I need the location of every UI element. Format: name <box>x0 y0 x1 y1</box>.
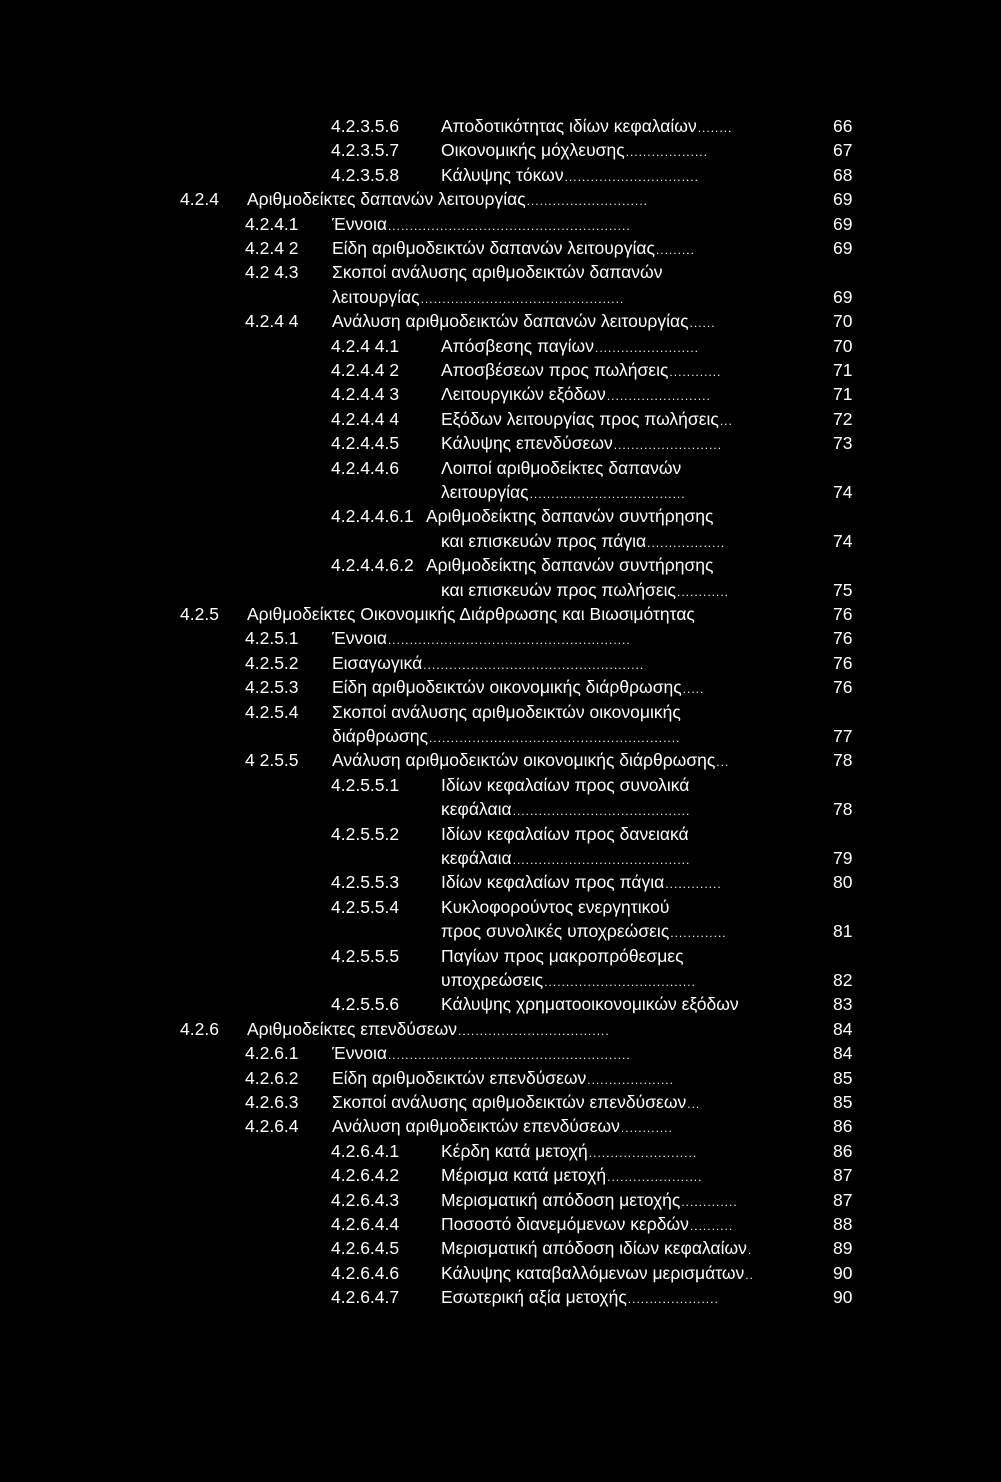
toc-section-number: 4.2.6.1 <box>245 1043 299 1064</box>
toc-entry[interactable] <box>0 358 1001 382</box>
toc-section-number: 4.2.3.5.8 <box>331 164 400 185</box>
toc-section-number: 4.2.4.4.6.1 <box>331 506 414 527</box>
toc-dot-leader: ..... <box>682 682 705 697</box>
toc-entry[interactable] <box>0 260 1001 284</box>
toc-title-text: Αριθμοδείκτες δαπανών λειτουργίας <box>247 189 526 210</box>
toc-dot-leader: . <box>747 1243 753 1258</box>
toc-section-number: 4.2.6.4.6 <box>331 1262 400 1283</box>
toc-section-title <box>441 944 684 968</box>
toc-title-text: Έννοια <box>332 628 387 649</box>
toc-dot-leader: ............ <box>677 584 730 599</box>
toc-section-title <box>441 163 699 189</box>
toc-entry[interactable] <box>0 1236 1001 1260</box>
toc-entry[interactable] <box>0 407 1001 431</box>
toc-entry[interactable] <box>0 1212 1001 1236</box>
toc-title-text: Παγίων προς μακροπρόθεσμες <box>441 945 684 966</box>
toc-section-number: 4.2.5.5.2 <box>331 823 400 844</box>
toc-entry[interactable] <box>0 1066 1001 1090</box>
toc-section-number: 4.2.6.2 <box>245 1067 299 1088</box>
toc-section-number: 4.2 4.3 <box>245 262 299 283</box>
toc-section-title <box>247 602 695 626</box>
toc-entry-continuation[interactable] <box>0 285 1001 309</box>
toc-section-title <box>441 822 689 846</box>
toc-dot-leader: ........................ <box>594 340 699 355</box>
toc-page-number: 87 <box>833 1189 853 1210</box>
toc-section-number: 4.2.5.5.1 <box>331 774 400 795</box>
toc-section-number: 4.2.3.5.7 <box>331 140 400 161</box>
toc-section-number: 4.2.4.4 2 <box>331 360 400 380</box>
toc-title-text: Αριθμοδείκτης δαπανών συντήρησης <box>426 555 714 576</box>
toc-entry[interactable] <box>0 138 1001 162</box>
toc-section-title <box>441 846 690 872</box>
toc-title-text: Κάλυψης χρηματοοικονομικών εξόδων <box>441 994 739 1015</box>
toc-page-number: 85 <box>833 1092 853 1112</box>
toc-section-number: 4.2.6.4.1 <box>331 1140 400 1161</box>
toc-entry-continuation[interactable] <box>0 480 1001 504</box>
toc-dot-leader: ......................... <box>613 438 723 453</box>
toc-title-text: Ποσοστό διανεμόμενων κερδών <box>441 1214 689 1234</box>
toc-dot-leader: ...... <box>689 316 716 331</box>
toc-dot-leader: ........................ <box>606 389 711 404</box>
toc-title-text: και επισκευών προς πωλήσεις <box>441 579 676 600</box>
toc-section-title <box>332 651 644 677</box>
toc-section-title <box>332 675 704 701</box>
toc-page-number: 84 <box>833 1043 853 1064</box>
toc-section-title <box>441 334 699 360</box>
toc-title-text: Αποδοτικότητας ιδίων κεφαλαίων <box>441 116 697 136</box>
toc-title-text: Ανάλυση αριθμοδεικτών δαπανών λειτουργίας <box>332 311 689 332</box>
toc-entry[interactable] <box>0 187 1001 211</box>
toc-section-title <box>332 285 624 311</box>
toc-section-title <box>247 187 648 213</box>
toc-section-number: 4.2.5.5.6 <box>331 994 400 1015</box>
toc-dot-leader: ............. <box>681 1194 738 1209</box>
toc-entry-continuation[interactable] <box>0 578 1001 602</box>
toc-entry[interactable] <box>0 504 1001 528</box>
toc-section-title <box>441 1163 702 1189</box>
toc-section-title <box>441 382 711 408</box>
toc-title-text: Είδη αριθμοδεικτών οικονομικής διάρθρωσης <box>332 677 682 698</box>
toc-entry[interactable] <box>0 1090 1001 1114</box>
toc-page-number: 85 <box>833 1067 853 1088</box>
toc-section-title <box>441 1188 738 1214</box>
toc-section-title <box>332 1041 631 1067</box>
toc-page-number: 70 <box>833 311 853 332</box>
toc-page-number: 83 <box>833 994 853 1015</box>
toc-section-number: 4.2.6.4.4 <box>331 1214 400 1234</box>
toc-entry[interactable] <box>0 675 1001 699</box>
toc-section-title <box>332 1114 673 1140</box>
toc-entry[interactable] <box>0 309 1001 333</box>
toc-entry[interactable] <box>0 1017 1001 1041</box>
toc-dot-leader: ............................... <box>564 169 699 184</box>
toc-entry[interactable] <box>0 553 1001 577</box>
toc-dot-leader: ......................................... <box>512 853 691 867</box>
toc-section-number: 4.2.4.1 <box>245 213 299 234</box>
toc-dot-leader: ........ <box>697 121 733 135</box>
toc-page-number: 78 <box>833 799 853 820</box>
toc-entry[interactable] <box>0 822 1001 846</box>
toc-entry[interactable] <box>0 1163 1001 1187</box>
toc-title-text: Ιδίων κεφαλαίων προς συνολικά <box>441 774 690 795</box>
toc-section-number: 4.2.6.4.2 <box>331 1165 400 1186</box>
toc-section-number: 4.2.4 2 <box>245 238 299 258</box>
toc-dot-leader: .......................................................... <box>429 731 681 745</box>
toc-section-title <box>441 138 708 164</box>
toc-entry-continuation[interactable] <box>0 919 1001 943</box>
toc-title-text: λειτουργίας <box>441 482 529 502</box>
toc-page-number: 77 <box>833 726 853 746</box>
toc-dot-leader: ................................... <box>458 1023 610 1038</box>
toc-section-title <box>441 529 725 555</box>
toc-section-number: 4.2.6.3 <box>245 1092 299 1112</box>
toc-section-title <box>332 309 716 335</box>
toc-title-text: Μέρισμα κατά μετοχή <box>441 1165 607 1186</box>
toc-page-number: 76 <box>833 628 853 649</box>
toc-entry[interactable] <box>0 895 1001 919</box>
toc-page-number: 69 <box>833 189 853 210</box>
toc-page-number: 89 <box>833 1238 853 1259</box>
toc-title-text: υποχρεώσεις <box>441 970 544 990</box>
toc-dot-leader: ......................................... <box>512 804 691 819</box>
toc-dot-leader: .. <box>745 1267 754 1282</box>
toc-section-number: 4.2.5.2 <box>245 652 299 673</box>
toc-entry[interactable] <box>0 700 1001 724</box>
toc-section-number: 4.2.5.5.5 <box>331 945 400 966</box>
toc-page-number: 75 <box>833 579 853 600</box>
toc-dot-leader: ............ <box>620 1121 673 1136</box>
toc-section-number: 4 2.5.5 <box>245 750 299 771</box>
toc-section-title <box>332 236 695 262</box>
toc-section-number: 4.2.4.4.6.2 <box>331 555 414 576</box>
toc-section-title <box>441 578 729 604</box>
toc-dot-leader: .................. <box>647 535 726 550</box>
toc-section-number: 4.2.5.4 <box>245 701 299 722</box>
toc-section-title <box>426 553 713 577</box>
toc-section-title <box>441 919 727 945</box>
toc-title-text: Κάλυψης καταβαλλόμενων μερισμάτων <box>441 1262 745 1283</box>
toc-title-text: Σκοποί ανάλυσης αριθμοδεικτών οικονομικής <box>332 701 681 722</box>
toc-section-number: 4.2.6.4 <box>245 1116 299 1137</box>
toc-entry[interactable] <box>0 334 1001 358</box>
toc-entry-continuation[interactable] <box>0 968 1001 992</box>
toc-title-text: Απόσβεσης παγίων <box>441 335 594 356</box>
toc-section-title <box>441 870 722 896</box>
toc-title-text: Ανάλυση αριθμοδεικτών οικονομικής διάρθρωσης <box>332 750 716 771</box>
toc-page-number: 66 <box>833 116 853 136</box>
toc-title-text: λειτουργίας <box>332 286 420 307</box>
toc-entry[interactable] <box>0 163 1001 187</box>
toc-title-text: Κυκλοφορούντος ενεργητικού <box>441 896 670 917</box>
toc-section-title <box>332 1066 674 1092</box>
toc-dot-leader: ......... <box>655 243 695 257</box>
toc-dot-leader: ........................................................ <box>387 1048 631 1063</box>
toc-dot-leader: ................... <box>625 145 708 160</box>
toc-section-title <box>332 1090 700 1116</box>
toc-title-text: Εισαγωγικά <box>332 652 423 673</box>
toc-section-number: 4.2.3.5.6 <box>331 116 400 136</box>
toc-dot-leader: ............................ <box>526 194 648 209</box>
toc-title-text: προς συνολικές υποχρεώσεις <box>441 921 670 942</box>
toc-title-text: Οικονομικής μόχλευσης <box>441 140 625 161</box>
toc-section-title <box>332 212 631 238</box>
toc-section-title <box>441 456 681 480</box>
toc-dot-leader: .......... <box>689 1219 734 1233</box>
toc-title-text: και επισκευών προς πάγια <box>441 530 647 551</box>
toc-title-text: Μερισματική απόδοση μετοχής <box>441 1189 681 1210</box>
toc-entry[interactable] <box>0 773 1001 797</box>
toc-section-title <box>441 480 686 506</box>
toc-page-number: 87 <box>833 1165 853 1186</box>
toc-dot-leader: .................... <box>587 1072 674 1087</box>
toc-page-number: 78 <box>833 750 853 771</box>
toc-section-number: 4.2.6 <box>180 1018 219 1039</box>
toc-entry[interactable] <box>0 651 1001 675</box>
toc-section-title <box>441 992 739 1016</box>
toc-entry[interactable] <box>0 602 1001 626</box>
toc-title-text: Σκοποί ανάλυσης αριθμοδεικτών επενδύσεων <box>332 1092 687 1112</box>
toc-title-text: κεφάλαια <box>441 848 512 868</box>
toc-title-text: διάρθρωσης <box>332 726 429 746</box>
toc-section-title <box>332 748 729 774</box>
toc-page-number: 69 <box>833 286 853 307</box>
toc-dot-leader: ... <box>716 755 730 770</box>
toc-section-number: 4.2.4.4.6 <box>331 457 400 478</box>
toc-section-title <box>441 1139 697 1165</box>
toc-title-text: κεφάλαια <box>441 799 512 820</box>
toc-dot-leader: ........................................................ <box>387 633 631 648</box>
toc-page-number: 72 <box>833 408 853 429</box>
toc-entry[interactable] <box>0 1139 1001 1163</box>
toc-section-title <box>441 1236 752 1262</box>
toc-entry-continuation[interactable] <box>0 846 1001 870</box>
toc-page-number: 82 <box>833 970 853 990</box>
toc-dot-leader: ................................................... <box>423 657 645 672</box>
toc-dot-leader: ...................... <box>607 1170 703 1185</box>
toc-section-number: 4.2.4.4 3 <box>331 384 400 405</box>
toc-title-text: Είδη αριθμοδεικτών επενδύσεων <box>332 1067 587 1088</box>
toc-dot-leader: ... <box>687 1097 701 1111</box>
toc-section-number: 4.2.5.5.3 <box>331 872 400 893</box>
toc-section-title <box>247 1017 610 1043</box>
toc-entry[interactable] <box>0 212 1001 236</box>
toc-title-text: Έννοια <box>332 213 387 234</box>
toc-title-text: Μερισματική απόδοση ιδίων κεφαλαίων <box>441 1238 747 1259</box>
toc-entry[interactable] <box>0 870 1001 894</box>
toc-dot-leader: ......................... <box>588 1145 698 1160</box>
toc-page-number: 76 <box>833 677 853 698</box>
toc-title-text: Λοιποί αριθμοδείκτες δαπανών <box>441 457 682 478</box>
toc-page-number: 73 <box>833 433 853 454</box>
toc-entry[interactable] <box>0 1285 1001 1309</box>
toc-section-title <box>441 895 669 919</box>
toc-section-number: 4.2.5.1 <box>245 628 299 649</box>
toc-entry[interactable] <box>0 382 1001 406</box>
toc-page-number: 90 <box>833 1287 853 1308</box>
toc-dot-leader: ............ <box>669 365 722 379</box>
toc-section-title <box>441 773 689 797</box>
toc-entry[interactable] <box>0 456 1001 480</box>
toc-section-number: 4.2.5.5.4 <box>331 896 400 917</box>
toc-title-text: Κέρδη κατά μετοχή <box>441 1140 588 1161</box>
toc-page-number: 84 <box>833 1018 853 1039</box>
toc-section-title <box>332 260 662 284</box>
toc-dot-leader: ............. <box>670 926 727 941</box>
toc-entry-continuation[interactable] <box>0 529 1001 553</box>
toc-title-text: Αποσβέσεων προς πωλήσεις <box>441 360 669 380</box>
toc-section-title <box>441 968 696 994</box>
toc-title-text: Λειτουργικών εξόδων <box>441 384 606 405</box>
toc-page-number: 90 <box>833 1262 853 1283</box>
toc-entry[interactable] <box>0 626 1001 650</box>
toc-dot-leader: ................................... <box>544 975 696 989</box>
toc-section-number: 4.2.6.4.7 <box>331 1287 400 1308</box>
toc-page-number: 68 <box>833 164 853 185</box>
toc-dot-leader: .................................... <box>529 487 686 501</box>
toc-section-number: 4.2.4.4 4 <box>331 408 400 429</box>
toc-page-number: 81 <box>833 921 853 942</box>
toc-section-title <box>441 1212 733 1238</box>
toc-entry[interactable] <box>0 748 1001 772</box>
toc-title-text: Ιδίων κεφαλαίων προς δανειακά <box>441 823 689 844</box>
toc-title-text: Κάλυψης τόκων <box>441 164 564 185</box>
toc-entry-continuation[interactable] <box>0 797 1001 821</box>
toc-page-number: 80 <box>833 872 853 893</box>
toc-title-text: Σκοποί ανάλυσης αριθμοδεικτών δαπανών <box>332 262 663 283</box>
toc-page-number: 71 <box>833 360 853 380</box>
toc-section-number: 4.2.4 4 <box>245 311 299 332</box>
toc-section-number: 4.2.6.4.5 <box>331 1238 400 1259</box>
toc-section-title <box>441 1285 719 1311</box>
toc-page-number: 76 <box>833 604 853 624</box>
toc-title-text: Εσωτερική αξία μετοχής <box>441 1287 627 1308</box>
toc-page-number: 74 <box>833 530 853 551</box>
toc-entry[interactable] <box>0 1041 1001 1065</box>
toc-title-text: Κάλυψης επενδύσεων <box>441 433 613 454</box>
toc-title-text: Είδη αριθμοδεικτών δαπανών λειτουργίας <box>332 238 655 258</box>
toc-entry[interactable] <box>0 236 1001 260</box>
toc-section-title <box>441 407 733 433</box>
toc-entry[interactable] <box>0 431 1001 455</box>
toc-page-number: 86 <box>833 1140 853 1161</box>
toc-page-number: 86 <box>833 1116 853 1137</box>
toc-section-number: 4.2.4 4.1 <box>331 335 400 356</box>
toc-section-title <box>332 626 631 652</box>
toc-entry-continuation[interactable] <box>0 724 1001 748</box>
toc-entry[interactable] <box>0 944 1001 968</box>
toc-section-number: 4.2.5 <box>180 604 219 624</box>
toc-section-title <box>441 1261 754 1287</box>
toc-dot-leader: ... <box>719 413 733 428</box>
toc-page-number: 69 <box>833 238 853 258</box>
toc-page-number: 71 <box>833 384 853 405</box>
toc-section-title <box>332 724 680 750</box>
toc-section-title <box>441 431 722 457</box>
toc-entry[interactable] <box>0 114 1001 138</box>
toc-title-text: Ανάλυση αριθμοδεικτών επενδύσεων <box>332 1116 620 1137</box>
toc-section-number: 4.2.5.3 <box>245 677 299 698</box>
toc-title-text: Αριθμοδείκτες Οικονομικής Διάρθρωσης και Βιωσιμότητας <box>247 604 695 624</box>
toc-dot-leader: ............. <box>665 877 722 892</box>
toc-dot-leader: ............................................... <box>420 291 625 306</box>
toc-title-text: Εξόδων λειτουργίας προς πωλήσεις <box>441 408 719 429</box>
toc-entry[interactable] <box>0 992 1001 1016</box>
toc-page-number: 69 <box>833 213 853 234</box>
toc-section-title <box>441 797 690 823</box>
toc-section-title <box>441 358 721 384</box>
toc-title-text: Αριθμοδείκτης δαπανών συντήρησης <box>426 506 714 527</box>
toc-page-number: 79 <box>833 848 853 868</box>
toc-entry[interactable] <box>0 1114 1001 1138</box>
toc-section-number: 4.2.6.4.3 <box>331 1189 400 1210</box>
toc-section-title <box>441 114 732 140</box>
toc-section-number: 4.2.4.4.5 <box>331 433 400 454</box>
toc-title-text: Έννοια <box>332 1043 387 1064</box>
toc-title-text: Ιδίων κεφαλαίων προς πάγια <box>441 872 665 893</box>
toc-section-number: 4.2.4 <box>180 189 219 210</box>
toc-section-title <box>332 700 681 724</box>
toc-section-title <box>426 504 713 528</box>
toc-entry[interactable] <box>0 1261 1001 1285</box>
toc-page-number: 67 <box>833 140 853 161</box>
toc-dot-leader: ..................... <box>627 1292 719 1307</box>
toc-page-number: 76 <box>833 652 853 673</box>
toc-title-text: Αριθμοδείκτες επενδύσεων <box>247 1018 458 1039</box>
toc-dot-leader: ........................................................ <box>387 218 631 233</box>
toc-page-number: 70 <box>833 335 853 356</box>
toc-entry[interactable] <box>0 1188 1001 1212</box>
toc-page-number: 88 <box>833 1214 853 1234</box>
toc-page-number: 74 <box>833 482 853 502</box>
